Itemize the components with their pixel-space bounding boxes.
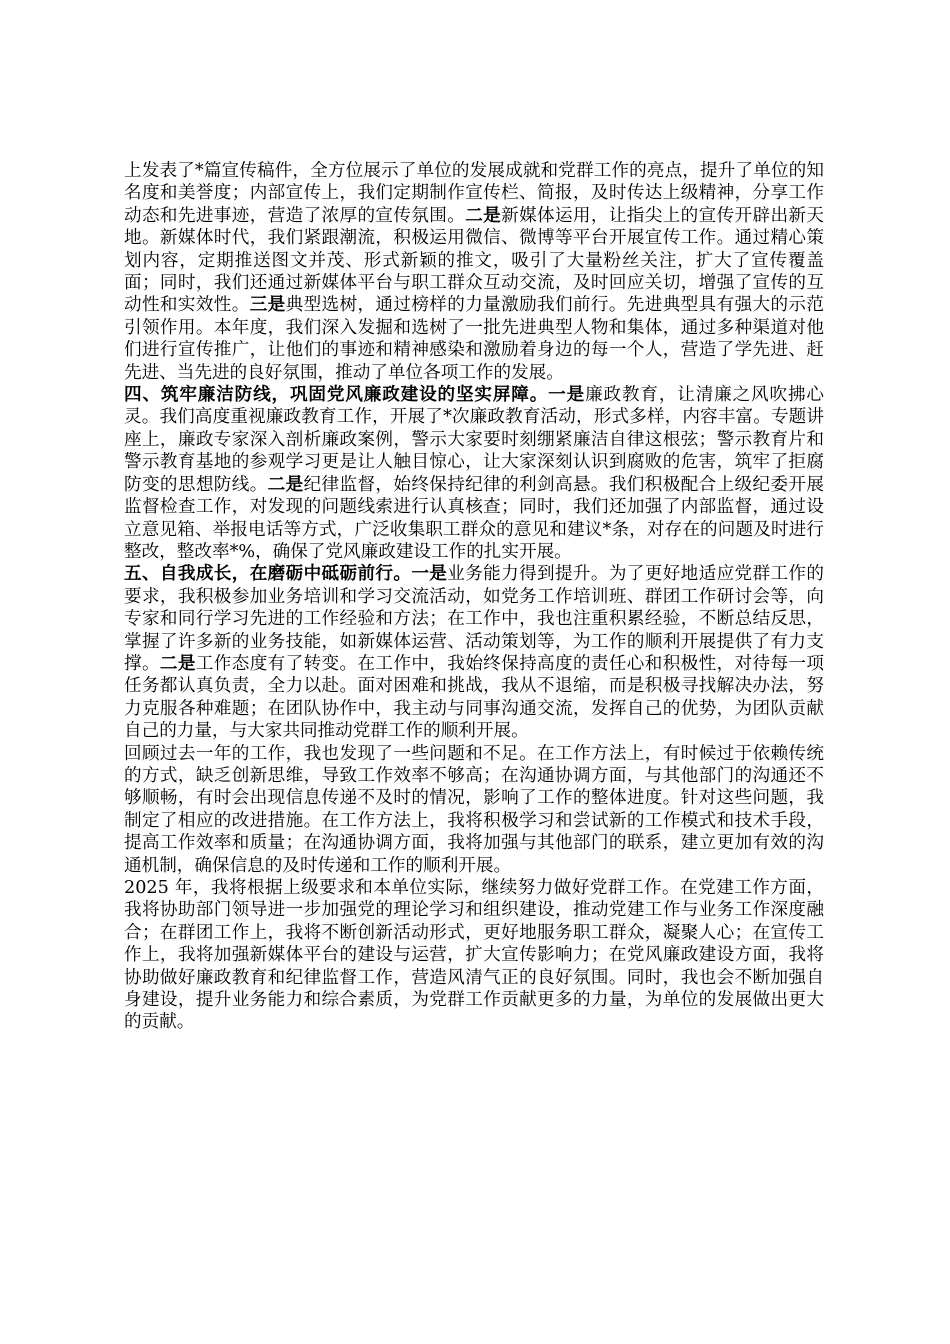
paragraph-propaganda-continued xyxy=(124,160,824,384)
paragraph-text: 工作态度有了转变。在工作中，我始终保持高度的责任心和积极性，对待每一项任务都认真负责，全力以赴。面对困难和挑战，我从不退缩，而是积极寻找解决办法，努力克服各种难题；在团队协作中，我主动与同事沟通交流，发挥自己的优势，为团队贡献自己的力量，与大家共同推动党群工作的顺利开展。 xyxy=(124,653,824,742)
section-heading: 四、筑牢廉洁防线，巩固党风廉政建设的坚实屏障。一是 xyxy=(124,384,586,406)
paragraph-text: 新媒体运用，让指尖上的宣传开辟出新天地。新媒体时代，我们紧跟潮流，积极运用微信、微博等平台开展宣传工作。通过精心策划内容，定期推送图文并茂、形式新颖的推文，吸引了大量粉丝关注，扩大了宣传覆盖面；同时，我们还通过新媒体平台与职工群众互动交流，及时回应关切，增强了宣传的互动性和实效性。 xyxy=(124,205,824,316)
section-heading: 五、自我成长，在磨砺中砥砺前行。一是 xyxy=(124,563,448,585)
emphasis-text: 二是 xyxy=(465,204,502,226)
paragraph-review xyxy=(124,743,824,877)
paragraph-section-four xyxy=(124,384,824,563)
document-page xyxy=(124,160,824,1034)
paragraph-section-five xyxy=(124,563,824,742)
paragraph-text: 业务能力得到提升。为了更好地适应党群工作的要求，我积极参加业务培训和学习交流活动，如党务工作培训班、群团工作研讨会等，向专家和同行学习先进的工作经验和方法；在工作中，我也注重积累经验，不断总结反思，掌握了许多新的业务技能，如新媒体运营、活动策划等，为工作的顺利开展提供了有力支撑。 xyxy=(124,564,824,674)
paragraph-text: 上发表了*篇宣传稿件，全方位展示了单位的发展成就和党群工作的亮点，提升了单位的知名度和美誉度；内部宣传上，我们定期制作宣传栏、简报，及时传达上级精神，分享工作动态和先进事迹，营造了浓厚的宣传氛围。 xyxy=(124,161,824,226)
emphasis-text: 三是 xyxy=(249,294,286,316)
paragraph-text: 2025 年，我将根据上级要求和本单位实际，继续努力做好党群工作。在党建工作方面，我将协助部门领导进一步加强党的理论学习和组织建设，推动党建工作与业务工作深度融合；在群团工作上，我将不断创新活动形式，更好地服务职工群众，凝聚人心；在宣传工作上，我将加强新媒体平台的建设与运营，扩大宣传影响力；在党风廉政建设方面，我将协助做好廉政教育和纪律监督工作，营造风清气正的良好氛围。同时，我也会不断加强自身建设，提升业务能力和综合素质，为党群工作贡献更多的力量，为单位的发展做出更大的贡献。 xyxy=(124,878,824,1033)
paragraph-text: 回顾过去一年的工作，我也发现了一些问题和不足。在工作方法上，有时候过于依赖传统的方式，缺乏创新思维，导致工作效率不够高；在沟通协调方面，与其他部门的沟通还不够顺畅，有时会出现信息传递不及时的情况，影响了工作的整体进度。针对这些问题，我制定了相应的改进措施。在工作方法上，我将积极学习和尝试新的工作模式和技术手段，提高工作效率和质量；在沟通协调方面，我将加强与其他部门的联系，建立更加有效的沟通机制，确保信息的及时传递和工作的顺利开展。 xyxy=(124,743,824,876)
paragraph-plan-2025 xyxy=(124,877,824,1034)
emphasis-text: 二是 xyxy=(159,652,196,674)
paragraph-text: 廉政教育，让清廉之风吹拂心灵。我们高度重视廉政教育工作，开展了*次廉政教育活动，形式多样，内容丰富。专题讲座上，廉政专家深入剖析廉政案例，警示大家要时刻绷紧廉洁自律这根弦；警示教育片和警示教育基地的参观学习更是让人触目惊心，让大家深刻认识到腐败的危害，筑牢了拒腐防变的思想防线。 xyxy=(124,385,824,495)
paragraph-text: 典型选树，通过榜样的力量激励我们前行。先进典型具有强大的示范引领作用。本年度，我们深入发掘和选树了一批先进典型人物和集体，通过多种渠道对他们进行宣传推广，让他们的事迹和精神感染和激励着身边的每一个人，营造了学先进、赶先进、当先进的良好氛围，推动了单位各项工作的发展。 xyxy=(124,295,824,383)
emphasis-text: 二是 xyxy=(267,473,304,495)
paragraph-text: 纪律监督，始终保持纪律的利剑高悬。我们积极配合上级纪委开展监督检查工作，对发现的问题线索进行认真核查；同时，我们还加强了内部监督，通过设立意见箱、举报电话等方式，广泛收集职工群众的意见和建议*条，对存在的问题及时进行整改，整改率*%，确保了党风廉政建设工作的扎实开展。 xyxy=(124,474,824,562)
